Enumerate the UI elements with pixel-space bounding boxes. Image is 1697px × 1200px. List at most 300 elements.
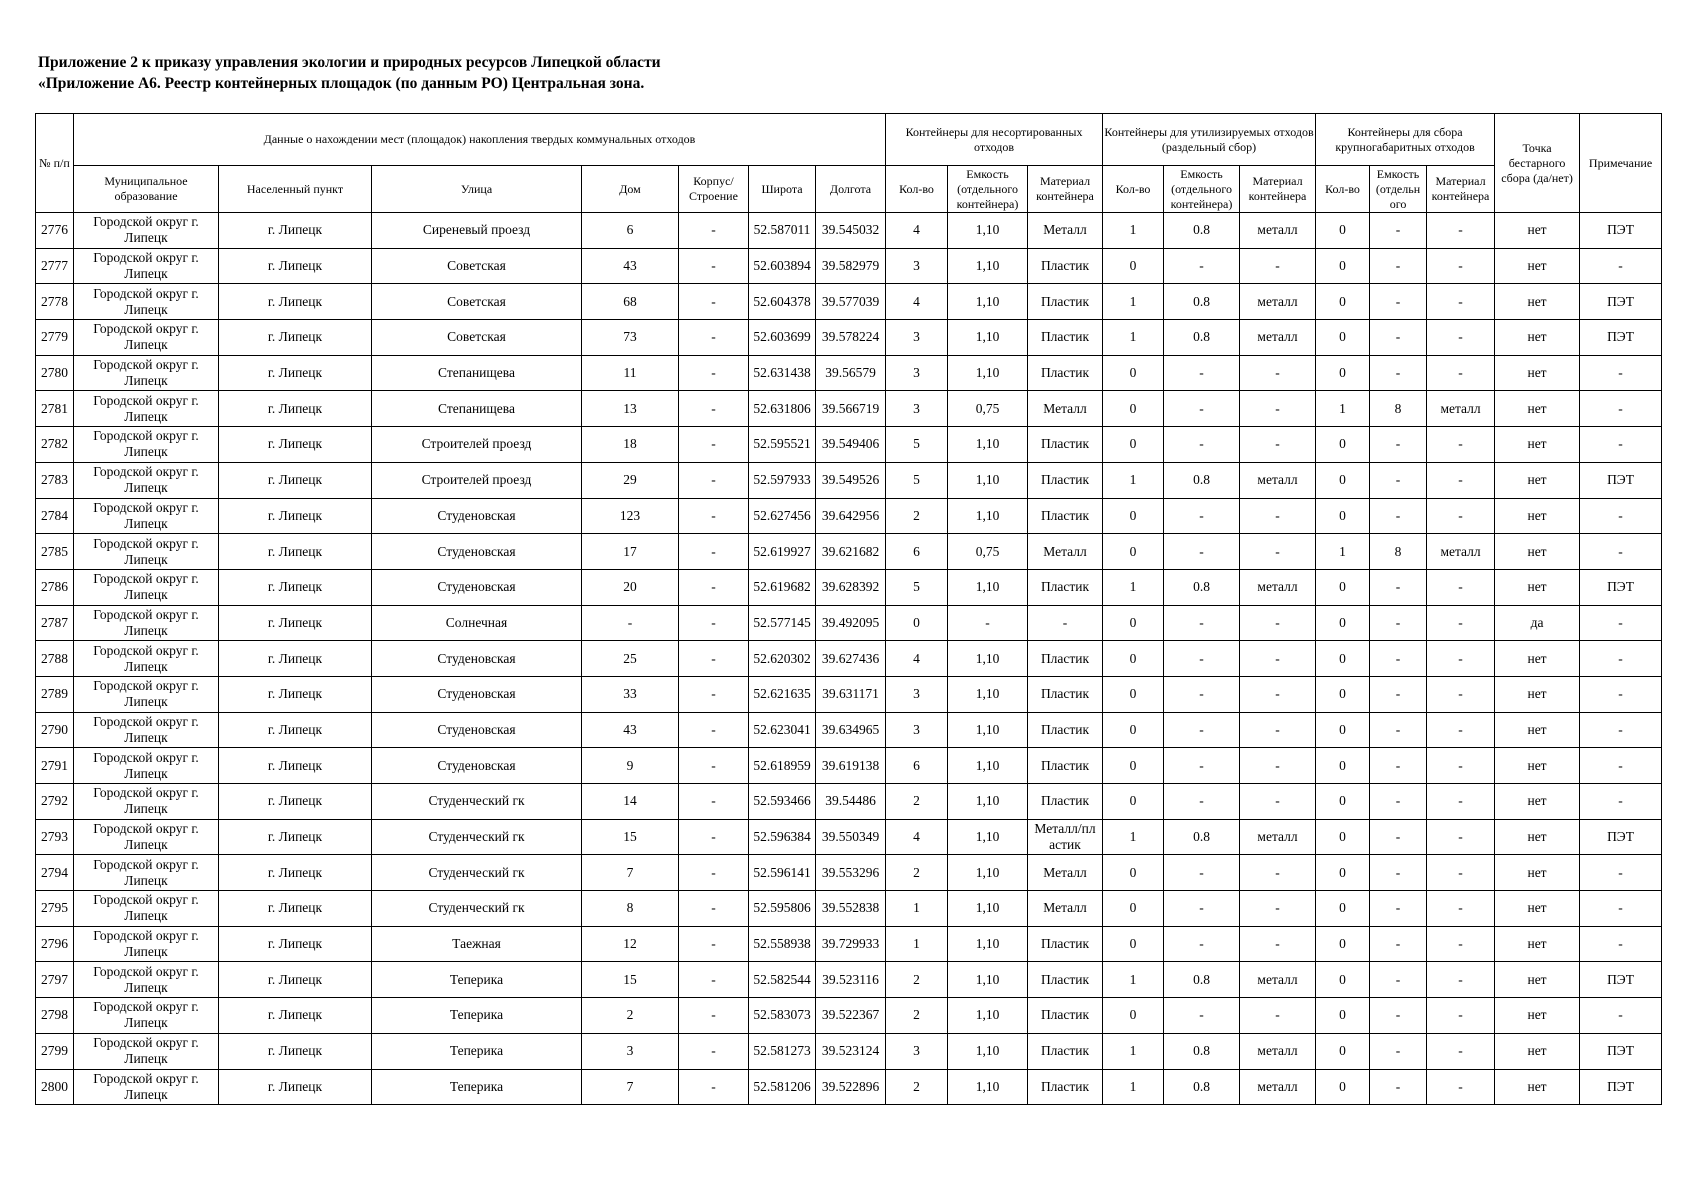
cell-bulky-material: -: [1427, 213, 1495, 249]
cell-note: -: [1580, 498, 1662, 534]
cell-latitude: 52.597933: [749, 462, 816, 498]
cell-longitude: 39.552838: [816, 891, 886, 927]
cell-recycled-capacity: -: [1164, 926, 1240, 962]
cell-longitude: 39.628392: [816, 569, 886, 605]
cell-bulk-point: нет: [1495, 320, 1580, 356]
cell-recycled-material: -: [1240, 427, 1316, 463]
cell-bulky-capacity: -: [1370, 784, 1427, 820]
cell-bulk-point: нет: [1495, 498, 1580, 534]
cell-note: -: [1580, 676, 1662, 712]
cell-bulky-material: -: [1427, 962, 1495, 998]
cell-bulky-capacity: -: [1370, 998, 1427, 1034]
cell-recycled-material: металл: [1240, 284, 1316, 320]
cell-unsorted-capacity: 1,10: [948, 1069, 1028, 1105]
cell-bulky-count: 0: [1316, 641, 1370, 677]
cell-longitude: 39.522367: [816, 998, 886, 1034]
cell-unsorted-count: 5: [886, 462, 948, 498]
cell-building: -: [679, 676, 749, 712]
cell-bulky-material: -: [1427, 1069, 1495, 1105]
cell-unsorted-count: 2: [886, 962, 948, 998]
header-municipality: Муниципальное образование: [74, 166, 219, 213]
table-row: [36, 213, 1662, 249]
cell-longitude: 39.549406: [816, 427, 886, 463]
cell-municipality: Городской округ г. Липецк: [74, 1069, 219, 1105]
cell-recycled-capacity: -: [1164, 248, 1240, 284]
cell-recycled-count: 0: [1103, 998, 1164, 1034]
cell-recycled-material: металл: [1240, 962, 1316, 998]
cell-bulky-count: 0: [1316, 676, 1370, 712]
cell-building: -: [679, 213, 749, 249]
cell-unsorted-material: Пластик: [1028, 427, 1103, 463]
cell-bulk-point: нет: [1495, 641, 1580, 677]
table-row: [36, 962, 1662, 998]
cell-bulky-capacity: -: [1370, 891, 1427, 927]
cell-street: Студенческий гк: [372, 891, 582, 927]
cell-house: 73: [582, 320, 679, 356]
cell-house: 6: [582, 213, 679, 249]
cell-bulk-point: нет: [1495, 462, 1580, 498]
cell-longitude: 39.621682: [816, 534, 886, 570]
header-recycled-group: Контейнеры для утилизируемых отходов (раздельный сбор): [1103, 114, 1316, 166]
cell-bulky-count: 1: [1316, 534, 1370, 570]
cell-building: -: [679, 427, 749, 463]
cell-building: -: [679, 784, 749, 820]
cell-municipality: Городской округ г. Липецк: [74, 926, 219, 962]
cell-bulky-count: 0: [1316, 926, 1370, 962]
table-row: [36, 391, 1662, 427]
cell-note: -: [1580, 641, 1662, 677]
table-row: [36, 712, 1662, 748]
cell-house: 12: [582, 926, 679, 962]
cell-street: Студенческий гк: [372, 819, 582, 855]
cell-unsorted-material: Пластик: [1028, 676, 1103, 712]
cell-row-number: 2780: [36, 355, 74, 391]
cell-bulk-point: нет: [1495, 748, 1580, 784]
header-location-group: Данные о нахождении мест (площадок) накопления твердых коммунальных отходов: [74, 114, 886, 166]
cell-unsorted-material: Пластик: [1028, 926, 1103, 962]
cell-note: -: [1580, 926, 1662, 962]
cell-recycled-material: -: [1240, 355, 1316, 391]
cell-recycled-capacity: -: [1164, 891, 1240, 927]
cell-row-number: 2787: [36, 605, 74, 641]
cell-bulky-count: 0: [1316, 784, 1370, 820]
cell-unsorted-capacity: 1,10: [948, 855, 1028, 891]
cell-building: -: [679, 998, 749, 1034]
cell-row-number: 2788: [36, 641, 74, 677]
cell-row-number: 2798: [36, 998, 74, 1034]
cell-unsorted-capacity: 1,10: [948, 462, 1028, 498]
cell-municipality: Городской округ г. Липецк: [74, 320, 219, 356]
cell-recycled-count: 0: [1103, 891, 1164, 927]
cell-unsorted-material: Пластик: [1028, 962, 1103, 998]
cell-recycled-capacity: -: [1164, 391, 1240, 427]
cell-street: Студеновская: [372, 534, 582, 570]
cell-street: Строителей проезд: [372, 427, 582, 463]
cell-municipality: Городской округ г. Липецк: [74, 998, 219, 1034]
cell-recycled-count: 1: [1103, 569, 1164, 605]
cell-settlement: г. Липецк: [219, 891, 372, 927]
cell-bulky-material: металл: [1427, 534, 1495, 570]
cell-settlement: г. Липецк: [219, 498, 372, 534]
cell-recycled-capacity: 0.8: [1164, 213, 1240, 249]
cell-recycled-capacity: -: [1164, 712, 1240, 748]
cell-bulky-material: -: [1427, 819, 1495, 855]
cell-recycled-capacity: -: [1164, 427, 1240, 463]
cell-recycled-capacity: -: [1164, 998, 1240, 1034]
table-row: [36, 462, 1662, 498]
cell-latitude: 52.620302: [749, 641, 816, 677]
cell-longitude: 39.642956: [816, 498, 886, 534]
cell-settlement: г. Липецк: [219, 355, 372, 391]
table-row: [36, 284, 1662, 320]
cell-recycled-material: -: [1240, 605, 1316, 641]
cell-row-number: 2789: [36, 676, 74, 712]
cell-note: -: [1580, 605, 1662, 641]
cell-longitude: 39.522896: [816, 1069, 886, 1105]
cell-bulk-point: нет: [1495, 534, 1580, 570]
cell-bulky-material: -: [1427, 569, 1495, 605]
cell-unsorted-capacity: 1,10: [948, 498, 1028, 534]
cell-street: Степанищева: [372, 391, 582, 427]
cell-settlement: г. Липецк: [219, 926, 372, 962]
cell-house: 15: [582, 962, 679, 998]
cell-unsorted-material: Пластик: [1028, 320, 1103, 356]
cell-settlement: г. Липецк: [219, 712, 372, 748]
cell-municipality: Городской округ г. Липецк: [74, 784, 219, 820]
cell-bulk-point: нет: [1495, 391, 1580, 427]
cell-building: -: [679, 641, 749, 677]
cell-recycled-count: 0: [1103, 248, 1164, 284]
cell-unsorted-material: Пластик: [1028, 784, 1103, 820]
cell-row-number: 2795: [36, 891, 74, 927]
cell-unsorted-material: Пластик: [1028, 998, 1103, 1034]
header-num: № п/п: [36, 114, 74, 213]
cell-row-number: 2783: [36, 462, 74, 498]
header-bulk-point: Точка бестарного сбора (да/нет): [1495, 114, 1580, 213]
cell-row-number: 2785: [36, 534, 74, 570]
document-heading: [38, 52, 661, 94]
cell-bulky-count: 0: [1316, 569, 1370, 605]
cell-recycled-material: -: [1240, 641, 1316, 677]
cell-bulky-count: 0: [1316, 891, 1370, 927]
cell-note: -: [1580, 712, 1662, 748]
table-row: [36, 676, 1662, 712]
cell-recycled-count: 0: [1103, 427, 1164, 463]
cell-bulky-capacity: -: [1370, 712, 1427, 748]
cell-building: -: [679, 248, 749, 284]
cell-bulk-point: нет: [1495, 213, 1580, 249]
cell-house: 2: [582, 998, 679, 1034]
cell-longitude: 39.634965: [816, 712, 886, 748]
cell-recycled-count: 0: [1103, 712, 1164, 748]
cell-unsorted-capacity: 1,10: [948, 248, 1028, 284]
cell-municipality: Городской округ г. Липецк: [74, 284, 219, 320]
cell-bulky-capacity: 8: [1370, 391, 1427, 427]
cell-unsorted-count: 4: [886, 641, 948, 677]
cell-row-number: 2796: [36, 926, 74, 962]
cell-row-number: 2776: [36, 213, 74, 249]
cell-street: Сиреневый проезд: [372, 213, 582, 249]
cell-house: 3: [582, 1033, 679, 1069]
cell-settlement: г. Липецк: [219, 1033, 372, 1069]
cell-house: 20: [582, 569, 679, 605]
cell-bulky-capacity: -: [1370, 855, 1427, 891]
cell-recycled-capacity: 0.8: [1164, 962, 1240, 998]
cell-street: Степанищева: [372, 355, 582, 391]
cell-municipality: Городской округ г. Липецк: [74, 213, 219, 249]
cell-bulk-point: нет: [1495, 284, 1580, 320]
cell-unsorted-count: 2: [886, 498, 948, 534]
cell-bulk-point: нет: [1495, 676, 1580, 712]
cell-municipality: Городской округ г. Липецк: [74, 855, 219, 891]
cell-bulky-count: 0: [1316, 605, 1370, 641]
cell-recycled-material: металл: [1240, 462, 1316, 498]
cell-note: -: [1580, 998, 1662, 1034]
cell-recycled-material: -: [1240, 391, 1316, 427]
cell-unsorted-material: Пластик: [1028, 462, 1103, 498]
cell-bulky-capacity: -: [1370, 355, 1427, 391]
cell-municipality: Городской округ г. Липецк: [74, 534, 219, 570]
cell-latitude: 52.631806: [749, 391, 816, 427]
cell-unsorted-count: 3: [886, 320, 948, 356]
cell-settlement: г. Липецк: [219, 248, 372, 284]
cell-recycled-material: металл: [1240, 213, 1316, 249]
cell-house: 29: [582, 462, 679, 498]
cell-street: Теперика: [372, 1069, 582, 1105]
cell-settlement: г. Липецк: [219, 534, 372, 570]
table-row: [36, 926, 1662, 962]
cell-bulky-count: 0: [1316, 462, 1370, 498]
cell-longitude: 39.545032: [816, 213, 886, 249]
cell-bulky-count: 0: [1316, 819, 1370, 855]
cell-building: -: [679, 819, 749, 855]
cell-building: -: [679, 712, 749, 748]
cell-longitude: 39.523124: [816, 1033, 886, 1069]
cell-note: ПЭТ: [1580, 819, 1662, 855]
cell-municipality: Городской округ г. Липецк: [74, 819, 219, 855]
header-recycled-material: Материал контейнера: [1240, 166, 1316, 213]
cell-building: -: [679, 1069, 749, 1105]
cell-unsorted-capacity: 1,10: [948, 320, 1028, 356]
cell-street: Студенческий гк: [372, 784, 582, 820]
cell-recycled-count: 0: [1103, 926, 1164, 962]
cell-recycled-count: 0: [1103, 676, 1164, 712]
cell-unsorted-count: 1: [886, 891, 948, 927]
cell-latitude: 52.581206: [749, 1069, 816, 1105]
cell-bulky-capacity: 8: [1370, 534, 1427, 570]
cell-house: 7: [582, 1069, 679, 1105]
cell-latitude: 52.618959: [749, 748, 816, 784]
cell-recycled-count: 1: [1103, 1069, 1164, 1105]
cell-unsorted-count: 3: [886, 248, 948, 284]
cell-recycled-capacity: 0.8: [1164, 819, 1240, 855]
cell-bulky-capacity: -: [1370, 569, 1427, 605]
cell-building: -: [679, 498, 749, 534]
cell-bulky-capacity: -: [1370, 962, 1427, 998]
cell-longitude: 39.492095: [816, 605, 886, 641]
cell-recycled-count: 1: [1103, 213, 1164, 249]
cell-longitude: 39.56579: [816, 355, 886, 391]
cell-street: Солнечная: [372, 605, 582, 641]
cell-recycled-capacity: 0.8: [1164, 569, 1240, 605]
cell-street: Студеновская: [372, 498, 582, 534]
cell-bulky-count: 0: [1316, 498, 1370, 534]
cell-municipality: Городской округ г. Липецк: [74, 641, 219, 677]
cell-bulky-capacity: -: [1370, 427, 1427, 463]
cell-unsorted-capacity: 1,10: [948, 712, 1028, 748]
cell-house: 43: [582, 248, 679, 284]
cell-recycled-capacity: -: [1164, 641, 1240, 677]
cell-note: -: [1580, 427, 1662, 463]
cell-house: 68: [582, 284, 679, 320]
header-unsorted-capacity: Емкость (отдельного контейнера): [948, 166, 1028, 213]
cell-longitude: 39.54486: [816, 784, 886, 820]
cell-unsorted-material: Пластик: [1028, 748, 1103, 784]
cell-bulk-point: нет: [1495, 427, 1580, 463]
cell-recycled-count: 0: [1103, 605, 1164, 641]
cell-building: -: [679, 355, 749, 391]
cell-note: ПЭТ: [1580, 962, 1662, 998]
cell-unsorted-capacity: 1,10: [948, 962, 1028, 998]
cell-unsorted-material: Металл: [1028, 534, 1103, 570]
cell-bulk-point: да: [1495, 605, 1580, 641]
cell-longitude: 39.631171: [816, 676, 886, 712]
cell-latitude: 52.627456: [749, 498, 816, 534]
heading-line-1: Приложение 2 к приказу управления экологии и природных ресурсов Липецкой области: [38, 54, 661, 71]
cell-unsorted-material: Пластик: [1028, 498, 1103, 534]
cell-building: -: [679, 569, 749, 605]
cell-bulky-material: -: [1427, 320, 1495, 356]
cell-recycled-material: -: [1240, 534, 1316, 570]
cell-latitude: 52.595521: [749, 427, 816, 463]
table-row: [36, 641, 1662, 677]
cell-bulk-point: нет: [1495, 248, 1580, 284]
header-note: Примечание: [1580, 114, 1662, 213]
cell-bulky-capacity: -: [1370, 462, 1427, 498]
cell-bulky-material: -: [1427, 676, 1495, 712]
cell-unsorted-count: 2: [886, 855, 948, 891]
cell-note: -: [1580, 355, 1662, 391]
cell-row-number: 2786: [36, 569, 74, 605]
header-unsorted-material: Материал контейнера: [1028, 166, 1103, 213]
cell-row-number: 2799: [36, 1033, 74, 1069]
cell-house: 15: [582, 819, 679, 855]
cell-row-number: 2790: [36, 712, 74, 748]
cell-unsorted-count: 1: [886, 926, 948, 962]
cell-latitude: 52.558938: [749, 926, 816, 962]
cell-row-number: 2800: [36, 1069, 74, 1105]
cell-settlement: г. Липецк: [219, 427, 372, 463]
cell-note: ПЭТ: [1580, 284, 1662, 320]
cell-unsorted-material: -: [1028, 605, 1103, 641]
header-street: Улица: [372, 166, 582, 213]
cell-unsorted-capacity: 1,10: [948, 427, 1028, 463]
table-row: [36, 498, 1662, 534]
cell-unsorted-count: 3: [886, 712, 948, 748]
cell-recycled-count: 1: [1103, 1033, 1164, 1069]
cell-settlement: г. Липецк: [219, 462, 372, 498]
cell-latitude: 52.581273: [749, 1033, 816, 1069]
cell-unsorted-capacity: 0,75: [948, 534, 1028, 570]
cell-bulk-point: нет: [1495, 855, 1580, 891]
cell-unsorted-material: Пластик: [1028, 248, 1103, 284]
cell-building: -: [679, 891, 749, 927]
cell-bulk-point: нет: [1495, 712, 1580, 748]
cell-longitude: 39.582979: [816, 248, 886, 284]
cell-house: 11: [582, 355, 679, 391]
cell-latitude: 52.603894: [749, 248, 816, 284]
cell-bulky-capacity: -: [1370, 213, 1427, 249]
cell-recycled-capacity: -: [1164, 534, 1240, 570]
table-row: [36, 1069, 1662, 1105]
cell-bulky-material: -: [1427, 427, 1495, 463]
cell-bulky-capacity: -: [1370, 284, 1427, 320]
cell-unsorted-capacity: 1,10: [948, 569, 1028, 605]
cell-unsorted-capacity: 1,10: [948, 998, 1028, 1034]
cell-latitude: 52.623041: [749, 712, 816, 748]
cell-unsorted-material: Пластик: [1028, 641, 1103, 677]
cell-bulky-material: -: [1427, 462, 1495, 498]
cell-municipality: Городской округ г. Липецк: [74, 391, 219, 427]
cell-recycled-material: -: [1240, 498, 1316, 534]
cell-settlement: г. Липецк: [219, 676, 372, 712]
cell-recycled-capacity: -: [1164, 355, 1240, 391]
cell-recycled-count: 0: [1103, 391, 1164, 427]
cell-latitude: 52.583073: [749, 998, 816, 1034]
cell-latitude: 52.587011: [749, 213, 816, 249]
cell-recycled-capacity: 0.8: [1164, 462, 1240, 498]
header-longitude: Долгота: [816, 166, 886, 213]
cell-recycled-capacity: -: [1164, 784, 1240, 820]
cell-house: 7: [582, 855, 679, 891]
cell-street: Советская: [372, 248, 582, 284]
cell-bulky-material: -: [1427, 355, 1495, 391]
cell-settlement: г. Липецк: [219, 641, 372, 677]
cell-building: -: [679, 962, 749, 998]
cell-bulky-count: 0: [1316, 1069, 1370, 1105]
cell-recycled-count: 0: [1103, 748, 1164, 784]
cell-house: 9: [582, 748, 679, 784]
cell-building: -: [679, 926, 749, 962]
cell-longitude: 39.549526: [816, 462, 886, 498]
cell-note: -: [1580, 534, 1662, 570]
cell-recycled-material: -: [1240, 891, 1316, 927]
cell-house: 33: [582, 676, 679, 712]
cell-settlement: г. Липецк: [219, 284, 372, 320]
cell-bulk-point: нет: [1495, 355, 1580, 391]
cell-unsorted-count: 2: [886, 784, 948, 820]
cell-bulky-count: 0: [1316, 427, 1370, 463]
cell-bulky-capacity: -: [1370, 248, 1427, 284]
cell-note: ПЭТ: [1580, 1069, 1662, 1105]
header-house: Дом: [582, 166, 679, 213]
cell-building: -: [679, 605, 749, 641]
cell-recycled-material: -: [1240, 712, 1316, 748]
cell-unsorted-count: 4: [886, 213, 948, 249]
cell-unsorted-count: 4: [886, 284, 948, 320]
cell-row-number: 2792: [36, 784, 74, 820]
cell-note: -: [1580, 748, 1662, 784]
table-row: [36, 748, 1662, 784]
cell-note: -: [1580, 891, 1662, 927]
cell-bulky-material: -: [1427, 998, 1495, 1034]
cell-latitude: 52.596384: [749, 819, 816, 855]
cell-settlement: г. Липецк: [219, 819, 372, 855]
cell-house: 13: [582, 391, 679, 427]
cell-bulky-capacity: -: [1370, 320, 1427, 356]
cell-settlement: г. Липецк: [219, 784, 372, 820]
cell-settlement: г. Липецк: [219, 855, 372, 891]
